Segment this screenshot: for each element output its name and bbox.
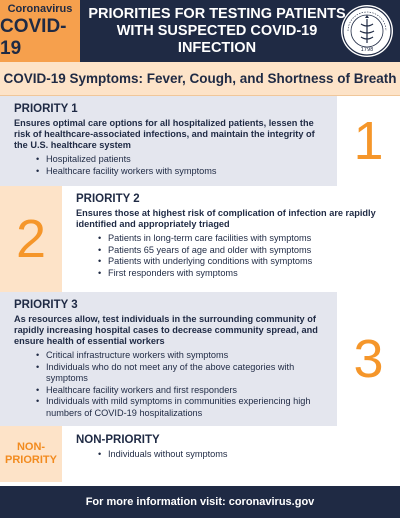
priority-3-section	[0, 292, 400, 426]
list-item: • Healthcare facility workers and first responders	[36, 385, 329, 397]
list-item: • Individuals who do not meet any of the above categories with symptoms	[36, 362, 329, 385]
list-item: • Critical infrastructure workers with symptoms	[36, 350, 329, 362]
public-health-service-seal-icon	[340, 4, 394, 58]
page-title	[86, 6, 348, 57]
covid-badge	[0, 0, 80, 62]
priority-3-number: 3	[353, 329, 384, 389]
non-priority-label-line-2: PRIORITY	[5, 454, 57, 466]
priority-1-content	[0, 96, 337, 186]
priority-2-section	[0, 186, 400, 292]
priority-1-section	[0, 96, 400, 186]
list-item: • Individuals with mild symptoms in communities experiencing high numbers of COVID-19 hospitalizations	[36, 396, 329, 419]
badge-title: COVID-19	[0, 15, 67, 59]
priority-3-number-panel	[337, 292, 400, 426]
seal-year: 1798	[360, 47, 374, 53]
priority-3-title: PRIORITY 3	[14, 299, 78, 311]
priority-2-title: PRIORITY 2	[76, 193, 140, 205]
symptoms-banner	[0, 62, 400, 96]
priority-1-title: PRIORITY 1	[14, 103, 78, 115]
header	[0, 0, 400, 62]
priority-3-content	[0, 292, 337, 426]
priority-2-description: Ensures those at highest risk of complication of infection are rapidly identified and appropriately triaged	[76, 208, 376, 229]
non-priority-title: NON-PRIORITY	[76, 434, 160, 446]
priority-1-number-panel	[337, 96, 400, 186]
symptoms-text: COVID-19 Symptoms: Fever, Cough, and Shortness of Breath	[3, 71, 397, 86]
priority-2-number-panel	[0, 186, 62, 292]
priority-2-number: 2	[15, 209, 47, 269]
priority-2-list	[76, 233, 392, 279]
non-priority-section	[0, 426, 400, 482]
footer-link-text[interactable]: For more information visit: coronavirus.gov	[85, 496, 315, 508]
non-priority-label-panel	[0, 426, 62, 482]
non-priority-list	[76, 449, 392, 461]
non-priority-content	[62, 426, 400, 482]
title-line-1: PRIORITIES FOR TESTING PATIENTS	[88, 5, 346, 22]
title-line-2: WITH SUSPECTED COVID-19 INFECTION	[116, 22, 318, 56]
priority-3-description: As resources allow, test individuals in the surrounding community of rapidly increasing hospital cases to decrease community spread, and ensure health of essential workers	[14, 314, 318, 346]
list-item: • Individuals without symptoms	[98, 449, 392, 461]
non-priority-label-line-1: NON-	[16, 441, 46, 453]
priority-1-list	[14, 154, 329, 177]
title-bar	[80, 0, 400, 62]
list-item: • Patients with underlying conditions with symptoms	[98, 256, 392, 268]
priority-1-description: Ensures optimal care options for all hospitalized patients, lessen the risk of healthcare-associated infections, and maintain the integrity of the U.S. healthcare system	[14, 118, 315, 150]
list-item: • Patients 65 years of age and older with symptoms	[98, 245, 392, 257]
priority-2-content	[62, 186, 400, 292]
priority-1-number: 1	[353, 111, 384, 171]
footer	[0, 486, 400, 518]
badge-subtitle: Coronavirus	[7, 2, 73, 15]
list-item: • Hospitalized patients	[36, 154, 329, 166]
priority-3-list	[14, 350, 329, 419]
list-item: • Patients in long-term care facilities with symptoms	[98, 233, 392, 245]
list-item: • First responders with symptoms	[98, 268, 392, 280]
list-item: • Healthcare facility workers with symptoms	[36, 166, 329, 178]
